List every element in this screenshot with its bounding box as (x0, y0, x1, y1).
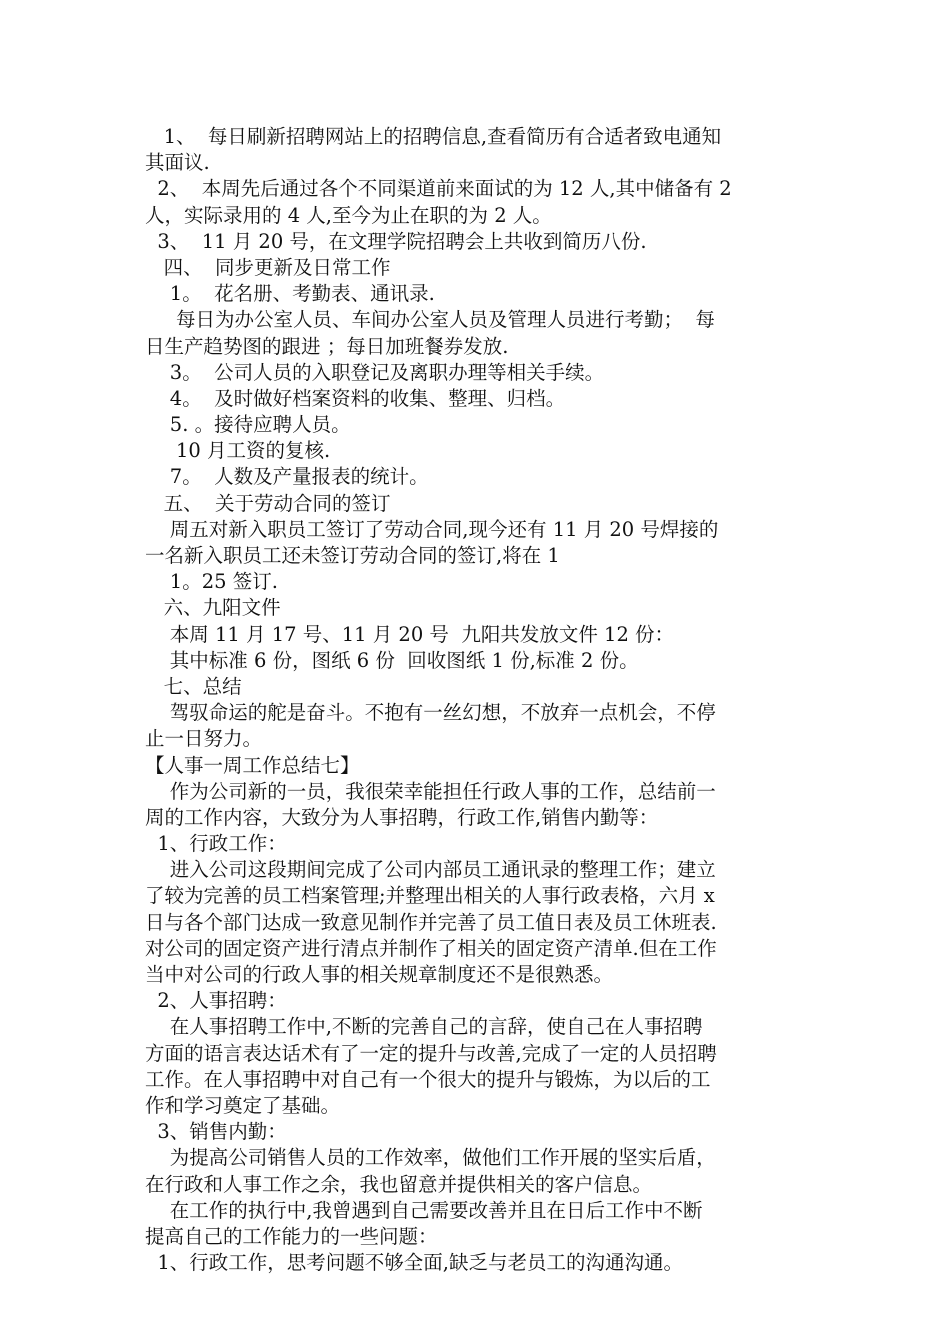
text-line: 作为公司新的一员，我很荣幸能担任行政人事的工作，总结前一 (145, 779, 716, 803)
text-line: 日与各个部门达成一致意见制作并完善了员工值日表及员工休班表. (145, 910, 717, 934)
text-line: 1。 花名册、考勤表、通讯录. (145, 282, 435, 306)
text-line: 4。 及时做好档案资料的收集、整理、归档。 (145, 386, 566, 410)
text-line: 在工作的执行中,我曾遇到自己需要改善并且在日后工作中不断 (145, 1198, 703, 1222)
text-line: 工作。在人事招聘中对自己有一个很大的提升与锻炼，为以后的工 (145, 1067, 711, 1091)
section-heading: 3、销售内勤： (145, 1120, 287, 1144)
text-line: 周五对新入职员工签订了劳动合同,现今还有 11 月 20 号焊接的 (145, 517, 719, 541)
text-line: 1、行政工作，思考问题不够全面,缺乏与老员工的沟通沟通。 (145, 1251, 684, 1275)
section-heading: 四、 同步更新及日常工作 (145, 255, 391, 279)
text-line: 进入公司这段期间完成了公司内部员工通讯录的整理工作；建立 (145, 858, 716, 882)
text-line: 1、 每日刷新招聘网站上的招聘信息,查看简历有合适者致电通知 (145, 125, 722, 148)
text-line: 当中对公司的行政人事的相关规章制度还不是很熟悉。 (145, 963, 614, 986)
text-line: 其面议. (145, 151, 210, 175)
section-heading: 2、人事招聘： (145, 989, 287, 1013)
text-line: 在行政和人事工作之余，我也留意并提供相关的客户信息。 (145, 1172, 653, 1196)
text-line: 周的工作内容，大致分为人事招聘，行政工作,销售内勤等： (145, 805, 659, 829)
article-title: 【人事一周工作总结七】 (145, 753, 360, 777)
text-line: 提高自己的工作能力的一些问题： (145, 1224, 438, 1248)
text-line: 本周 11 月 17 号、11 月 20 号 九阳共发放文件 12 份： (145, 622, 675, 646)
text-line: 3、 11 月 20 号，在文理学院招聘会上共收到简历八份. (145, 229, 647, 253)
text-line: 作和学习奠定了基础。 (145, 1093, 341, 1117)
section-heading: 五、 关于劳动合同的签订 (145, 491, 391, 515)
text-line: 其中标准 6 份，图纸 6 份 回收图纸 1 份,标准 2 份。 (145, 648, 639, 672)
text-line: 2、 本周先后通过各个不同渠道前来面试的为 12 人,其中储备有 2 (145, 177, 732, 201)
text-line: 每日为办公室人员、车间办公室人员及管理人员进行考勤； 每 (145, 308, 715, 332)
text-line: 对公司的固定资产进行清点并制作了相关的固定资产清单.但在工作 (145, 936, 717, 960)
text-line: 1。25 签订. (145, 570, 278, 594)
text-line: 一名新入职员工还未签订劳动合同的签订,将在 1 (145, 544, 560, 567)
text-line: 为提高公司销售人员的工作效率，做他们工作开展的坚实后盾， (145, 1146, 716, 1170)
text-line: 了较为完善的员工档案管理;并整理出相关的人事行政表格，六月 x (145, 884, 715, 908)
text-line: 方面的语言表达话术有了一定的提升与改善,完成了一定的人员招聘 (145, 1041, 717, 1065)
text-line: 7。 人数及产量报表的统计。 (145, 465, 429, 489)
text-line: 日生产趋势图的跟进 ；每日加班餐券发放. (145, 334, 509, 358)
text-line: 在人事招聘工作中,不断的完善自己的言辞，使自己在人事招聘 (145, 1015, 703, 1039)
text-line: 人，实际录用的 4 人,至今为止在职的为 2 人。 (145, 203, 552, 227)
text-line: 10 月工资的复核. (145, 439, 331, 463)
section-heading: 六、九阳文件 (145, 596, 281, 620)
section-heading: 1、行政工作： (145, 832, 287, 856)
text-line: 驾驭命运的舵是奋斗。不抱有一丝幻想，不放弃一点机会，不停 (145, 701, 716, 725)
text-line: 5. 。接待应聘人员。 (145, 413, 351, 437)
document-body (145, 124, 805, 1276)
text-line: 3。 公司人员的入职登记及离职办理等相关手续。 (145, 360, 605, 384)
section-heading: 七、总结 (145, 674, 242, 698)
text-line: 止一日努力。 (145, 727, 263, 751)
